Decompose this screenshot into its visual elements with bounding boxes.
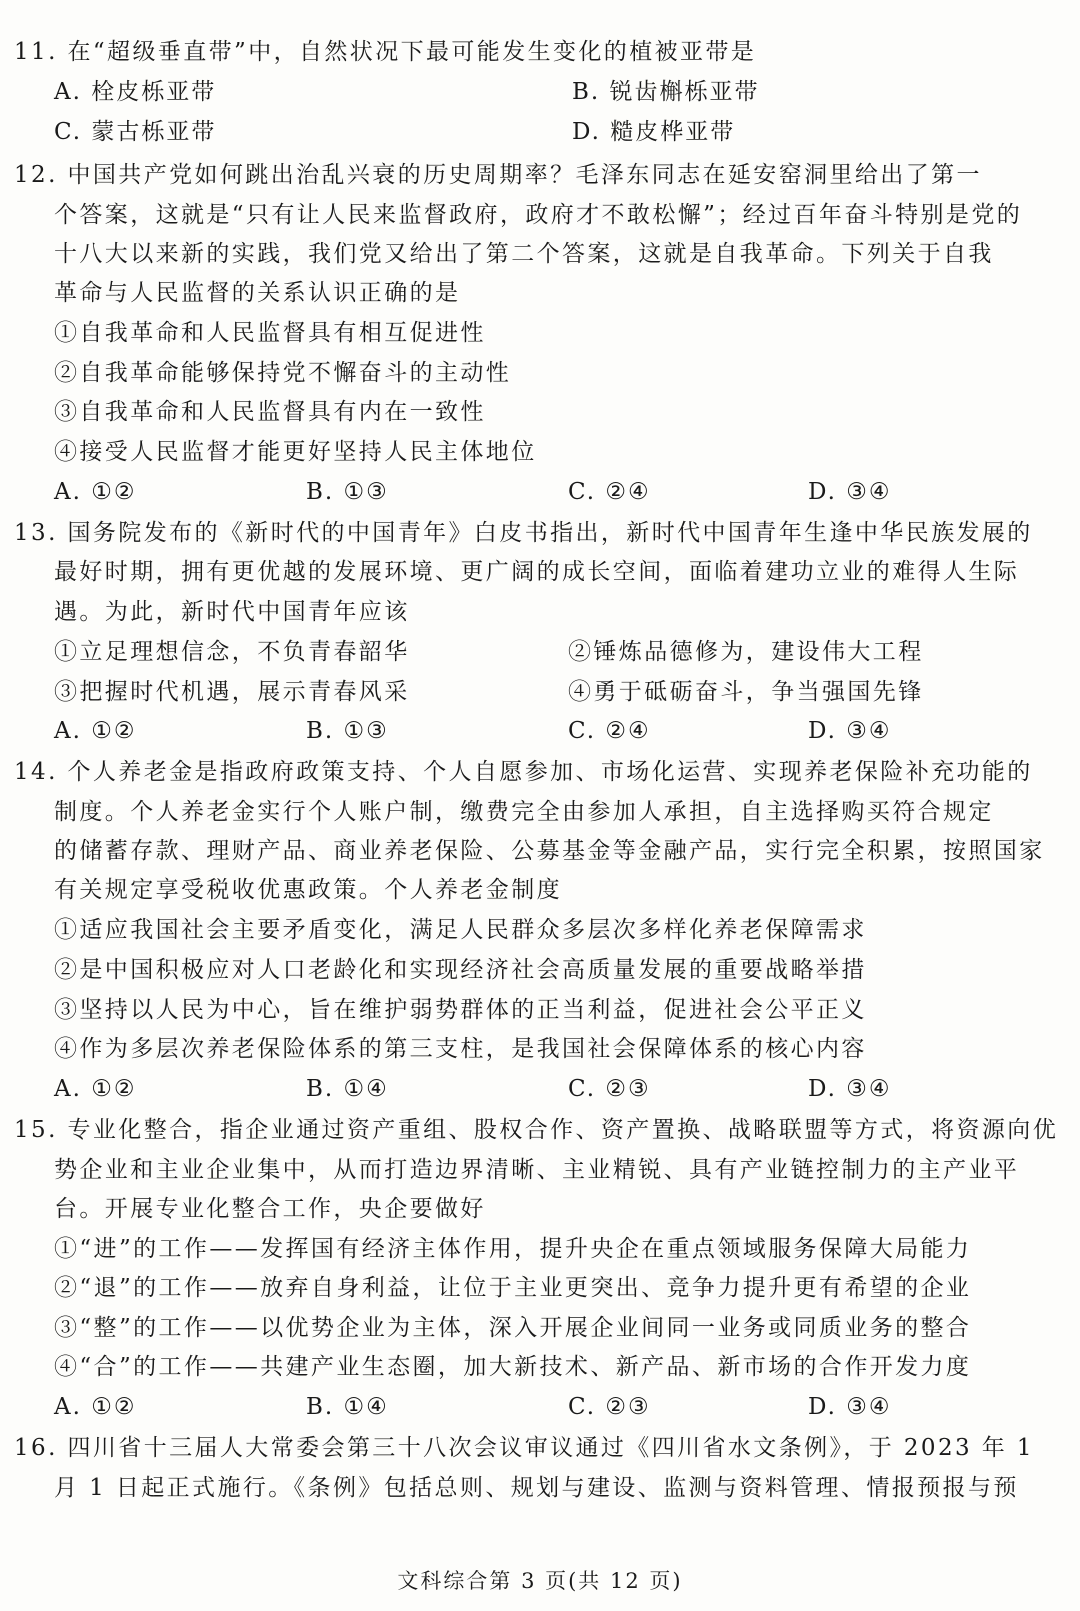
q13-item-2: ②锤炼品德修为，建设伟大工程 <box>568 639 924 665</box>
q15-option-d: D. ③④ <box>808 1394 892 1420</box>
q15-item-2: ②“退”的工作——放弃自身利益，让位于主业更突出、竞争力提升更有希望的企业 <box>54 1275 972 1301</box>
q15-option-b: B. ①④ <box>306 1394 389 1420</box>
q11-option-a: A. 栓皮栎亚带 <box>54 79 217 105</box>
q15-item-3: ③“整”的工作——以优势企业为主体，深入开展企业间同一业务或同质业务的整合 <box>54 1315 972 1341</box>
q13-item-3: ③把握时代机遇，展示青春风采 <box>54 679 410 705</box>
q12-option-b: B. ①③ <box>306 479 389 505</box>
q13-option-d: D. ③④ <box>808 718 892 744</box>
q13-option-a: A. ①② <box>54 718 137 744</box>
question-12-line-2: 个答案，这就是“只有让人民来监督政府，政府才不敢松懈”；经过百年奋斗特别是党的 <box>54 202 1023 228</box>
question-11-stem: 11. 在“超级垂直带”中，自然状况下最可能发生变化的植被亚带是 <box>14 39 757 65</box>
question-14-line-1: 14. 个人养老金是指政府政策支持、个人自愿参加、市场化运营、实现养老保险补充功能的 <box>14 759 1033 785</box>
q14-item-4: ④作为多层次养老保险体系的第三支柱，是我国社会保障体系的核心内容 <box>54 1036 867 1062</box>
q14-option-c: C. ②③ <box>568 1076 651 1102</box>
q13-item-1: ①立足理想信念，不负青春韶华 <box>54 639 410 665</box>
question-12-line-4: 革命与人民监督的关系认识正确的是 <box>54 280 461 306</box>
q11-option-b: B. 锐齿槲栎亚带 <box>572 79 760 105</box>
q14-item-2: ②是中国积极应对人口老龄化和实现经济社会高质量发展的重要战略举措 <box>54 957 867 983</box>
question-15-line-3: 台。开展专业化整合工作，央企要做好 <box>54 1196 486 1222</box>
q15-item-4: ④“合”的工作——共建产业生态圈，加大新技术、新产品、新市场的合作开发力度 <box>54 1354 972 1380</box>
q15-option-a: A. ①② <box>54 1394 137 1420</box>
q13-item-4: ④勇于砥砺奋斗，争当强国先锋 <box>568 679 924 705</box>
question-13-line-2: 最好时期，拥有更优越的发展环境、更广阔的成长空间，面临着建功立业的难得人生际 <box>54 559 1020 585</box>
q12-option-c: C. ②④ <box>568 479 651 505</box>
q15-option-c: C. ②③ <box>568 1394 651 1420</box>
page-footer: 文科综合第 3 页(共 12 页) <box>397 1569 683 1593</box>
question-16-line-1: 16. 四川省十三届人大常委会第三十八次会议审议通过《四川省水文条例》，于 2023 年 1 <box>14 1435 1034 1461</box>
question-15-line-1: 15. 专业化整合，指企业通过资产重组、股权合作、资产置换、战略联盟等方式，将资源向优 <box>14 1117 1059 1143</box>
question-13-line-1: 13. 国务院发布的《新时代的中国青年》白皮书指出，新时代中国青年生逢中华民族发展的 <box>14 520 1033 546</box>
question-16-line-2: 月 1 日起正式施行。《条例》包括总则、规划与建设、监测与资料管理、情报预报与预 <box>54 1475 1019 1501</box>
q12-option-d: D. ③④ <box>808 479 892 505</box>
question-12-line-3: 十八大以来新的实践，我们党又给出了第二个答案，这就是自我革命。下列关于自我 <box>54 241 994 267</box>
q12-item-2: ②自我革命能够保持党不懈奋斗的主动性 <box>54 360 512 386</box>
question-13-line-3: 遇。为此，新时代中国青年应该 <box>54 599 410 625</box>
q14-option-d: D. ③④ <box>808 1076 892 1102</box>
q11-option-d: D. 糙皮桦亚带 <box>572 119 736 145</box>
q14-option-b: B. ①④ <box>306 1076 389 1102</box>
q14-option-a: A. ①② <box>54 1076 137 1102</box>
question-14-line-4: 有关规定享受税收优惠政策。个人养老金制度 <box>54 877 562 903</box>
q12-item-3: ③自我革命和人民监督具有内在一致性 <box>54 399 486 425</box>
question-14-line-2: 制度。个人养老金实行个人账户制，缴费完全由参加人承担，自主选择购买符合规定 <box>54 799 994 825</box>
q12-option-a: A. ①② <box>54 479 137 505</box>
q11-option-c: C. 蒙古栎亚带 <box>54 119 217 145</box>
q12-item-1: ①自我革命和人民监督具有相互促进性 <box>54 320 486 346</box>
q13-option-b: B. ①③ <box>306 718 389 744</box>
question-15-line-2: 势企业和主业企业集中，从而打造边界清晰、主业精锐、具有产业链控制力的主产业平 <box>54 1157 1020 1183</box>
q13-option-c: C. ②④ <box>568 718 651 744</box>
question-12-line-1: 12. 中国共产党如何跳出治乱兴衰的历史周期率？毛泽东同志在延安窑洞里给出了第一 <box>14 162 982 188</box>
q14-item-3: ③坚持以人民为中心，旨在维护弱势群体的正当利益，促进社会公平正义 <box>54 997 867 1023</box>
question-14-line-3: 的储蓄存款、理财产品、商业养老保险、公募基金等金融产品，实行完全积累，按照国家 <box>54 838 1045 864</box>
q15-item-1: ①“进”的工作——发挥国有经济主体作用，提升央企在重点领域服务保障大局能力 <box>54 1236 972 1262</box>
q12-item-4: ④接受人民监督才能更好坚持人民主体地位 <box>54 439 537 465</box>
q14-item-1: ①适应我国社会主要矛盾变化，满足人民群众多层次多样化养老保障需求 <box>54 917 867 943</box>
